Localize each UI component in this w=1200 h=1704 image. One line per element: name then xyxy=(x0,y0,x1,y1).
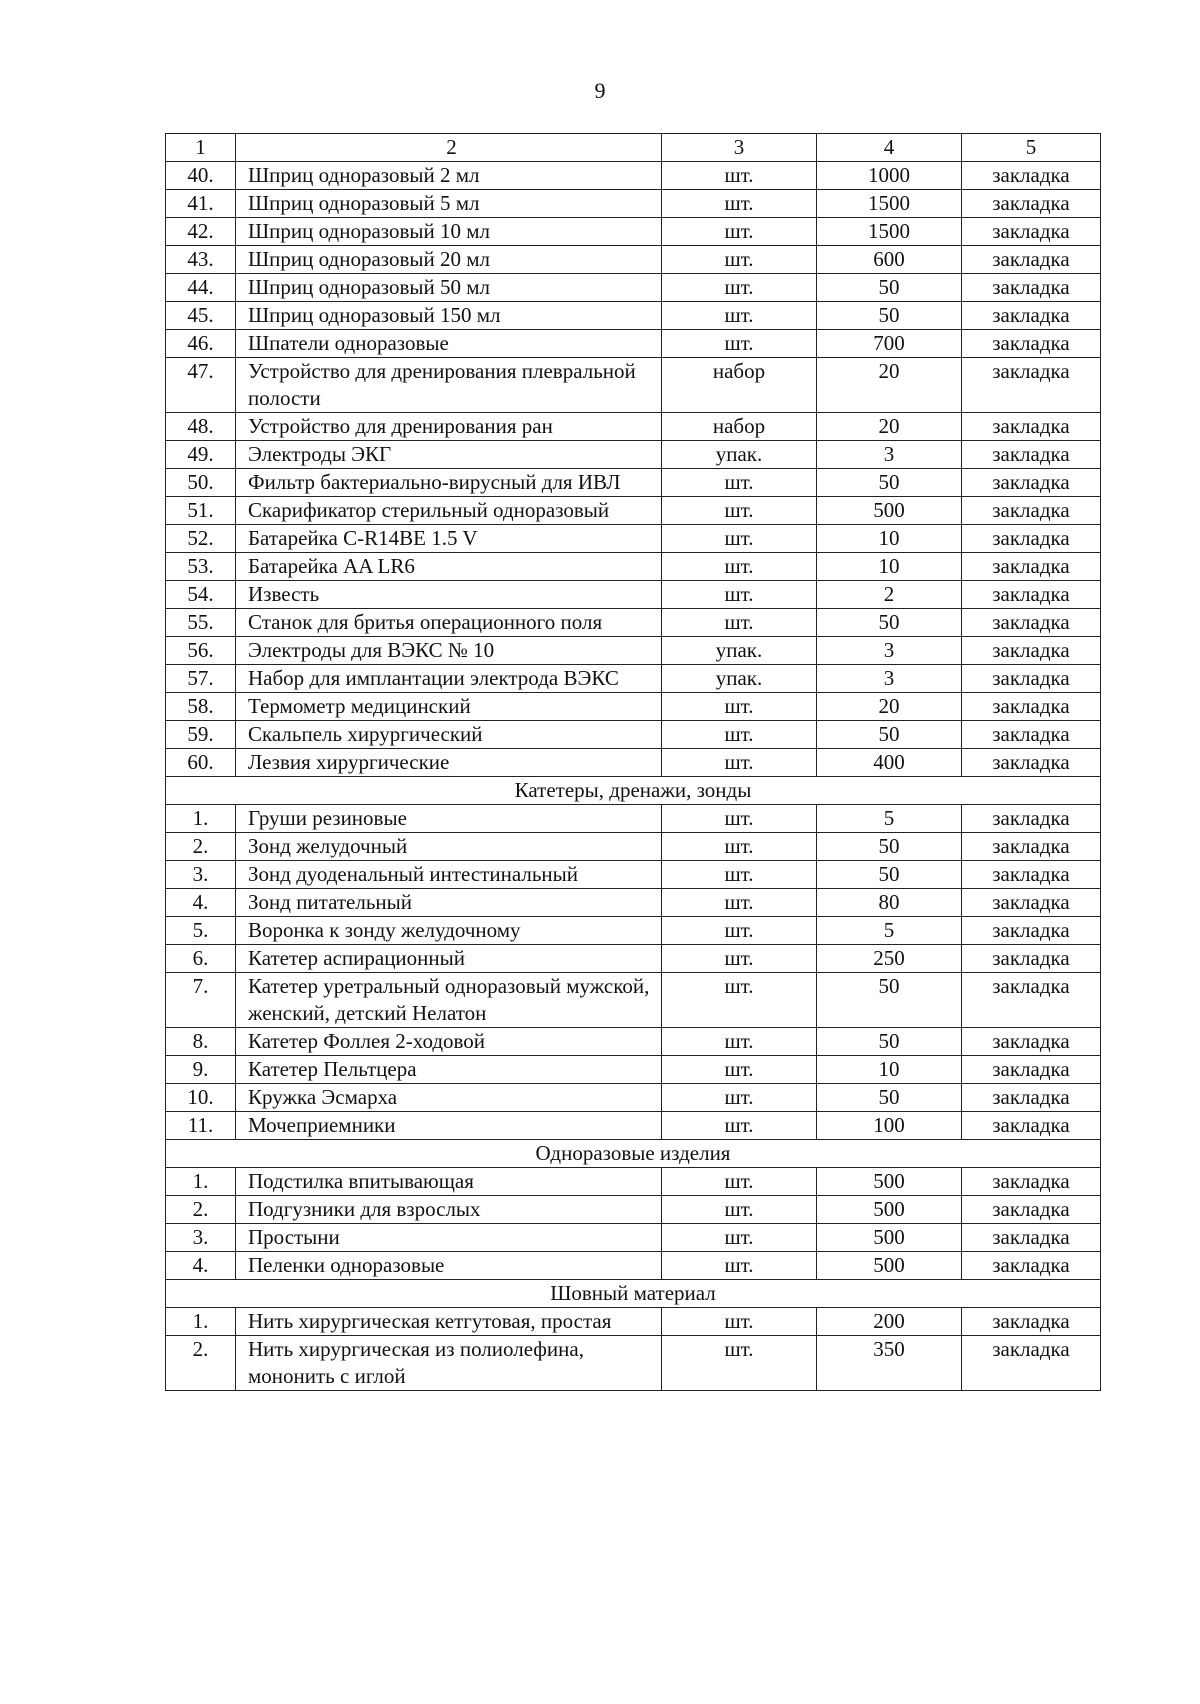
note-cell: закладка xyxy=(962,274,1101,302)
table-row xyxy=(166,749,1101,777)
note-cell: закладка xyxy=(962,1252,1101,1280)
unit-cell: шт. xyxy=(662,693,817,721)
quantity-cell: 50 xyxy=(817,469,962,497)
row-number-cell: 57. xyxy=(166,665,236,693)
note-cell: закладка xyxy=(962,945,1101,973)
unit-cell: шт. xyxy=(662,469,817,497)
unit-cell: упак. xyxy=(662,441,817,469)
note-cell: закладка xyxy=(962,525,1101,553)
row-number-cell: 5. xyxy=(166,917,236,945)
row-number-cell: 1. xyxy=(166,1308,236,1336)
table-row xyxy=(166,1308,1101,1336)
note-cell: закладка xyxy=(962,330,1101,358)
unit-cell: упак. xyxy=(662,637,817,665)
note-cell: закладка xyxy=(962,441,1101,469)
table-row xyxy=(166,581,1101,609)
row-number-cell: 43. xyxy=(166,246,236,274)
unit-cell: шт. xyxy=(662,1196,817,1224)
note-cell: закладка xyxy=(962,861,1101,889)
note-cell: закладка xyxy=(962,1084,1101,1112)
note-cell: закладка xyxy=(962,1336,1101,1391)
note-cell: закладка xyxy=(962,190,1101,218)
table-row xyxy=(166,889,1101,917)
header-row xyxy=(166,134,1101,162)
unit-cell: шт. xyxy=(662,609,817,637)
note-cell: закладка xyxy=(962,246,1101,274)
quantity-cell: 10 xyxy=(817,525,962,553)
unit-cell: шт. xyxy=(662,1252,817,1280)
item-name-cell: Шприц одноразовый 2 мл xyxy=(236,162,662,190)
note-cell: закладка xyxy=(962,889,1101,917)
table-row xyxy=(166,441,1101,469)
quantity-cell: 500 xyxy=(817,1224,962,1252)
table-row xyxy=(166,637,1101,665)
note-cell: закладка xyxy=(962,665,1101,693)
header-cell-name: 2 xyxy=(236,134,662,162)
unit-cell: шт. xyxy=(662,721,817,749)
item-name-cell: Лезвия хирургические xyxy=(236,749,662,777)
item-name-cell: Скальпель хирургический xyxy=(236,721,662,749)
unit-cell: шт. xyxy=(662,1168,817,1196)
supplies-table xyxy=(165,133,1101,1391)
item-name-cell: Батарейка AA LR6 xyxy=(236,553,662,581)
table-row xyxy=(166,1336,1101,1391)
table-row xyxy=(166,1252,1101,1280)
unit-cell: шт. xyxy=(662,1056,817,1084)
note-cell: закладка xyxy=(962,302,1101,330)
section-header-row xyxy=(166,777,1101,805)
unit-cell: шт. xyxy=(662,1308,817,1336)
section-title: Катетеры, дренажи, зонды xyxy=(166,777,1101,805)
row-number-cell: 1. xyxy=(166,1168,236,1196)
row-number-cell: 4. xyxy=(166,1252,236,1280)
row-number-cell: 7. xyxy=(166,973,236,1028)
item-name-cell: Воронка к зонду желудочному xyxy=(236,917,662,945)
section-header-row xyxy=(166,1140,1101,1168)
unit-cell: шт. xyxy=(662,1224,817,1252)
item-name-cell: Нить хирургическая из полиолефина, мононить с иглой xyxy=(236,1336,662,1391)
table-row xyxy=(166,945,1101,973)
quantity-cell: 50 xyxy=(817,861,962,889)
quantity-cell: 50 xyxy=(817,833,962,861)
table-row xyxy=(166,609,1101,637)
quantity-cell: 400 xyxy=(817,749,962,777)
item-name-cell: Шприц одноразовый 150 мл xyxy=(236,302,662,330)
quantity-cell: 20 xyxy=(817,358,962,413)
note-cell: закладка xyxy=(962,637,1101,665)
unit-cell: шт. xyxy=(662,330,817,358)
unit-cell: шт. xyxy=(662,917,817,945)
table-row xyxy=(166,1168,1101,1196)
quantity-cell: 80 xyxy=(817,889,962,917)
quantity-cell: 500 xyxy=(817,1196,962,1224)
unit-cell: шт. xyxy=(662,1084,817,1112)
unit-cell: набор xyxy=(662,358,817,413)
item-name-cell: Катетер аспирационный xyxy=(236,945,662,973)
unit-cell: шт. xyxy=(662,749,817,777)
quantity-cell: 50 xyxy=(817,1028,962,1056)
table-row xyxy=(166,833,1101,861)
table-row xyxy=(166,190,1101,218)
row-number-cell: 2. xyxy=(166,1196,236,1224)
row-number-cell: 53. xyxy=(166,553,236,581)
header-cell-unit: 3 xyxy=(662,134,817,162)
row-number-cell: 40. xyxy=(166,162,236,190)
item-name-cell: Устройство для дренирования ран xyxy=(236,413,662,441)
section-title: Шовный материал xyxy=(166,1280,1101,1308)
item-name-cell: Подстилка впитывающая xyxy=(236,1168,662,1196)
quantity-cell: 50 xyxy=(817,973,962,1028)
unit-cell: шт. xyxy=(662,945,817,973)
section-header-row xyxy=(166,1280,1101,1308)
quantity-cell: 100 xyxy=(817,1112,962,1140)
table-row xyxy=(166,973,1101,1028)
table-row xyxy=(166,162,1101,190)
item-name-cell: Зонд дуоденальный интестинальный xyxy=(236,861,662,889)
quantity-cell: 600 xyxy=(817,246,962,274)
unit-cell: шт. xyxy=(662,1112,817,1140)
quantity-cell: 250 xyxy=(817,945,962,973)
note-cell: закладка xyxy=(962,1112,1101,1140)
unit-cell: шт. xyxy=(662,274,817,302)
unit-cell: шт. xyxy=(662,497,817,525)
table-row xyxy=(166,1112,1101,1140)
row-number-cell: 41. xyxy=(166,190,236,218)
quantity-cell: 50 xyxy=(817,1084,962,1112)
table-row xyxy=(166,358,1101,413)
note-cell: закладка xyxy=(962,1168,1101,1196)
row-number-cell: 54. xyxy=(166,581,236,609)
row-number-cell: 48. xyxy=(166,413,236,441)
quantity-cell: 350 xyxy=(817,1336,962,1391)
item-name-cell: Кружка Эсмарха xyxy=(236,1084,662,1112)
row-number-cell: 47. xyxy=(166,358,236,413)
unit-cell: шт. xyxy=(662,525,817,553)
table-row xyxy=(166,413,1101,441)
item-name-cell: Катетер уретральный одноразовый мужской, женский, детский Нелатон xyxy=(236,973,662,1028)
note-cell: закладка xyxy=(962,721,1101,749)
item-name-cell: Груши резиновые xyxy=(236,805,662,833)
row-number-cell: 46. xyxy=(166,330,236,358)
row-number-cell: 51. xyxy=(166,497,236,525)
table-row xyxy=(166,553,1101,581)
item-name-cell: Термометр медицинский xyxy=(236,693,662,721)
unit-cell: шт. xyxy=(662,190,817,218)
note-cell: закладка xyxy=(962,1028,1101,1056)
note-cell: закладка xyxy=(962,469,1101,497)
unit-cell: шт. xyxy=(662,1028,817,1056)
row-number-cell: 50. xyxy=(166,469,236,497)
quantity-cell: 50 xyxy=(817,274,962,302)
row-number-cell: 11. xyxy=(166,1112,236,1140)
item-name-cell: Устройство для дренирования плевральной полости xyxy=(236,358,662,413)
table-row xyxy=(166,274,1101,302)
item-name-cell: Станок для бритья операционного поля xyxy=(236,609,662,637)
note-cell: закладка xyxy=(962,1224,1101,1252)
quantity-cell: 50 xyxy=(817,302,962,330)
row-number-cell: 52. xyxy=(166,525,236,553)
quantity-cell: 700 xyxy=(817,330,962,358)
header-cell-quantity: 4 xyxy=(817,134,962,162)
row-number-cell: 2. xyxy=(166,833,236,861)
quantity-cell: 1500 xyxy=(817,218,962,246)
quantity-cell: 20 xyxy=(817,413,962,441)
note-cell: закладка xyxy=(962,1196,1101,1224)
quantity-cell: 500 xyxy=(817,1252,962,1280)
note-cell: закладка xyxy=(962,553,1101,581)
table-row xyxy=(166,805,1101,833)
unit-cell: шт. xyxy=(662,833,817,861)
table-row xyxy=(166,1196,1101,1224)
note-cell: закладка xyxy=(962,162,1101,190)
table-row xyxy=(166,917,1101,945)
table-row xyxy=(166,330,1101,358)
unit-cell: шт. xyxy=(662,302,817,330)
row-number-cell: 6. xyxy=(166,945,236,973)
note-cell: закладка xyxy=(962,805,1101,833)
note-cell: закладка xyxy=(962,833,1101,861)
item-name-cell: Известь xyxy=(236,581,662,609)
note-cell: закладка xyxy=(962,973,1101,1028)
row-number-cell: 49. xyxy=(166,441,236,469)
table-row xyxy=(166,525,1101,553)
table-row xyxy=(166,302,1101,330)
item-name-cell: Шприц одноразовый 10 мл xyxy=(236,218,662,246)
quantity-cell: 1000 xyxy=(817,162,962,190)
row-number-cell: 10. xyxy=(166,1084,236,1112)
quantity-cell: 5 xyxy=(817,805,962,833)
item-name-cell: Простыни xyxy=(236,1224,662,1252)
table-row xyxy=(166,721,1101,749)
row-number-cell: 8. xyxy=(166,1028,236,1056)
quantity-cell: 50 xyxy=(817,721,962,749)
quantity-cell: 500 xyxy=(817,497,962,525)
item-name-cell: Шприц одноразовый 5 мл xyxy=(236,190,662,218)
quantity-cell: 10 xyxy=(817,1056,962,1084)
item-name-cell: Набор для имплантации электрода ВЭКС xyxy=(236,665,662,693)
quantity-cell: 50 xyxy=(817,609,962,637)
unit-cell: шт. xyxy=(662,973,817,1028)
item-name-cell: Катетер Фоллея 2-ходовой xyxy=(236,1028,662,1056)
item-name-cell: Мочеприемники xyxy=(236,1112,662,1140)
table-row xyxy=(166,1224,1101,1252)
unit-cell: шт. xyxy=(662,889,817,917)
item-name-cell: Нить хирургическая кетгутовая, простая xyxy=(236,1308,662,1336)
table-body xyxy=(166,134,1101,1391)
table-row xyxy=(166,497,1101,525)
item-name-cell: Зонд питательный xyxy=(236,889,662,917)
row-number-cell: 3. xyxy=(166,861,236,889)
row-number-cell: 56. xyxy=(166,637,236,665)
table-row xyxy=(166,218,1101,246)
unit-cell: шт. xyxy=(662,218,817,246)
note-cell: закладка xyxy=(962,693,1101,721)
quantity-cell: 1500 xyxy=(817,190,962,218)
quantity-cell: 10 xyxy=(817,553,962,581)
unit-cell: шт. xyxy=(662,246,817,274)
table-row xyxy=(166,861,1101,889)
table-row xyxy=(166,693,1101,721)
table-row xyxy=(166,246,1101,274)
quantity-cell: 200 xyxy=(817,1308,962,1336)
item-name-cell: Подгузники для взрослых xyxy=(236,1196,662,1224)
table-row xyxy=(166,1056,1101,1084)
row-number-cell: 58. xyxy=(166,693,236,721)
page-number: 9 xyxy=(594,78,606,103)
row-number-cell: 3. xyxy=(166,1224,236,1252)
note-cell: закладка xyxy=(962,749,1101,777)
row-number-cell: 9. xyxy=(166,1056,236,1084)
quantity-cell: 3 xyxy=(817,665,962,693)
quantity-cell: 3 xyxy=(817,441,962,469)
note-cell: закладка xyxy=(962,609,1101,637)
item-name-cell: Шприц одноразовый 50 мл xyxy=(236,274,662,302)
quantity-cell: 5 xyxy=(817,917,962,945)
note-cell: закладка xyxy=(962,358,1101,413)
row-number-cell: 42. xyxy=(166,218,236,246)
row-number-cell: 55. xyxy=(166,609,236,637)
unit-cell: шт. xyxy=(662,553,817,581)
note-cell: закладка xyxy=(962,1308,1101,1336)
unit-cell: шт. xyxy=(662,805,817,833)
note-cell: закладка xyxy=(962,413,1101,441)
note-cell: закладка xyxy=(962,497,1101,525)
quantity-cell: 2 xyxy=(817,581,962,609)
note-cell: закладка xyxy=(962,917,1101,945)
unit-cell: шт. xyxy=(662,861,817,889)
item-name-cell: Скарификатор стерильный одноразовый xyxy=(236,497,662,525)
quantity-cell: 3 xyxy=(817,637,962,665)
unit-cell: шт. xyxy=(662,162,817,190)
note-cell: закладка xyxy=(962,1056,1101,1084)
note-cell: закладка xyxy=(962,581,1101,609)
item-name-cell: Пеленки одноразовые xyxy=(236,1252,662,1280)
item-name-cell: Батарейка C-R14BE 1.5 V xyxy=(236,525,662,553)
table-row xyxy=(166,469,1101,497)
unit-cell: упак. xyxy=(662,665,817,693)
table-row xyxy=(166,1084,1101,1112)
row-number-cell: 60. xyxy=(166,749,236,777)
item-name-cell: Шприц одноразовый 20 мл xyxy=(236,246,662,274)
item-name-cell: Электроды для ВЭКС № 10 xyxy=(236,637,662,665)
row-number-cell: 59. xyxy=(166,721,236,749)
item-name-cell: Фильтр бактериально-вирусный для ИВЛ xyxy=(236,469,662,497)
table-row xyxy=(166,1028,1101,1056)
item-name-cell: Зонд желудочный xyxy=(236,833,662,861)
row-number-cell: 44. xyxy=(166,274,236,302)
item-name-cell: Электроды ЭКГ xyxy=(236,441,662,469)
row-number-cell: 4. xyxy=(166,889,236,917)
header-cell-note: 5 xyxy=(962,134,1101,162)
section-title: Одноразовые изделия xyxy=(166,1140,1101,1168)
row-number-cell: 45. xyxy=(166,302,236,330)
row-number-cell: 2. xyxy=(166,1336,236,1391)
quantity-cell: 500 xyxy=(817,1168,962,1196)
unit-cell: набор xyxy=(662,413,817,441)
table-row xyxy=(166,665,1101,693)
unit-cell: шт. xyxy=(662,581,817,609)
row-number-cell: 1. xyxy=(166,805,236,833)
header-cell-number: 1 xyxy=(166,134,236,162)
unit-cell: шт. xyxy=(662,1336,817,1391)
note-cell: закладка xyxy=(962,218,1101,246)
item-name-cell: Катетер Пельтцера xyxy=(236,1056,662,1084)
quantity-cell: 20 xyxy=(817,693,962,721)
item-name-cell: Шпатели одноразовые xyxy=(236,330,662,358)
